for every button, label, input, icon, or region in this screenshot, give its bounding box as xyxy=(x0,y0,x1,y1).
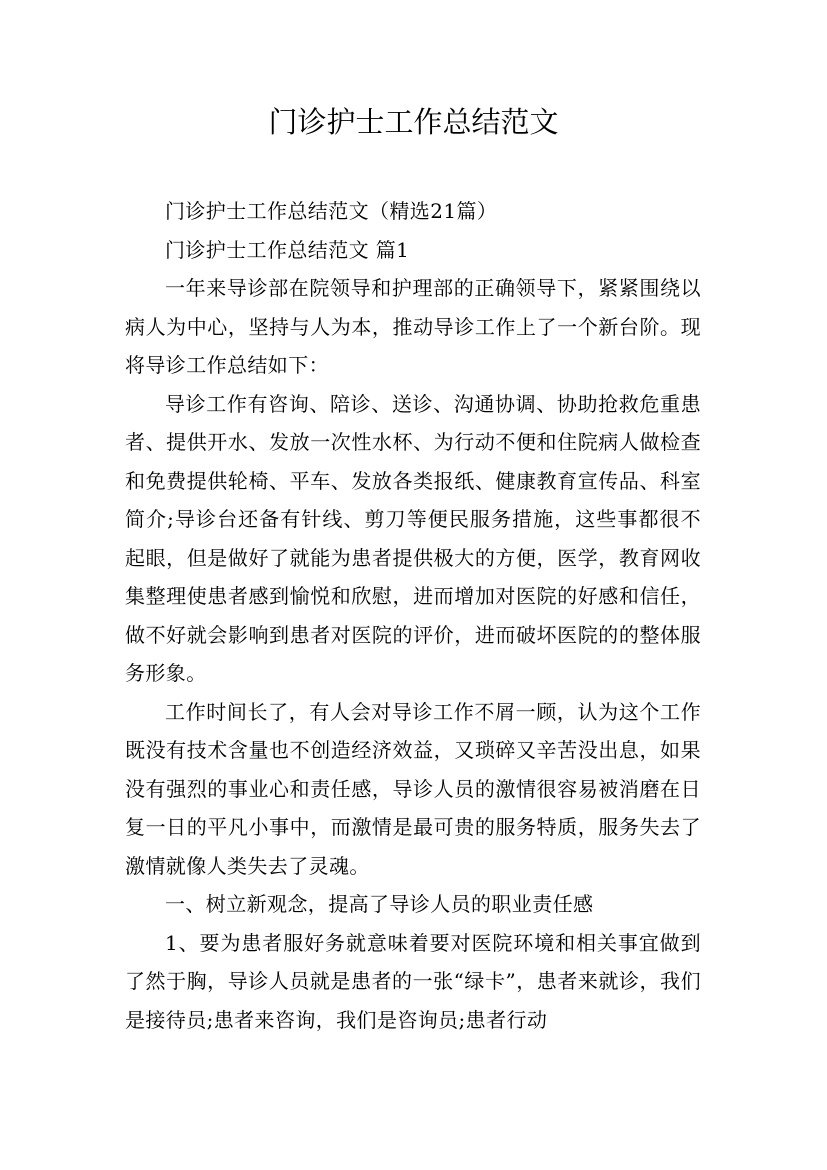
paragraph: 导诊工作有咨询、陪诊、送诊、沟通协调、协助抢救危重患者、提供开水、发放一次性水杯、为行动不便和住院病人做检查和免费提供轮椅、平车、发放各类报纸、健康教育宣传品、科室简介;导诊台还备有针线、剪刀等便民服务措施，这些事都很不起眼，但是做好了就能为患者提供极大的方便，医学，教育网收集整理使患者感到愉悦和欣慰，进而增加对医院的好感和信任，做不好就会影响到患者对医院的评价，进而破坏医院的的整体服务形象。 xyxy=(125,391,701,685)
paragraph: 工作时间长了，有人会对导诊工作不屑一顾，认为这个工作既没有技术含量也不创造经济效益，又琐碎又辛苦没出息，如果没有强烈的事业心和责任感，导诊人员的激情很容易被消磨在日复一日的平凡小事中，而激情是最可贵的服务特质，服务失去了激情就像人类失去了灵魂。 xyxy=(125,699,701,878)
paragraph-subtitle: 门诊护士工作总结范文（精选21篇） xyxy=(165,199,498,223)
document-body xyxy=(125,192,701,1039)
paragraph-subheading: 一、树立新观念，提高了导诊人员的职业责任感 xyxy=(165,892,594,916)
document-title: 门诊护士工作总结范文 xyxy=(268,105,559,139)
paragraph: 1、要为患者服好务就意味着要对医院环境和相关事宜做到了然于胸，导诊人员就是患者的一张“绿卡”，患者来就诊，我们是接待员;患者来咨询，我们是咨询员;患者行动 xyxy=(125,930,701,1032)
paragraph-section-heading: 门诊护士工作总结范文 篇1 xyxy=(165,237,410,262)
paragraph: 一年来导诊部在院领导和护理部的正确领导下，紧紧围绕以病人为中心，坚持与人为本，推动导诊工作上了一个新台阶。现将导诊工作总结如下： xyxy=(125,276,701,377)
